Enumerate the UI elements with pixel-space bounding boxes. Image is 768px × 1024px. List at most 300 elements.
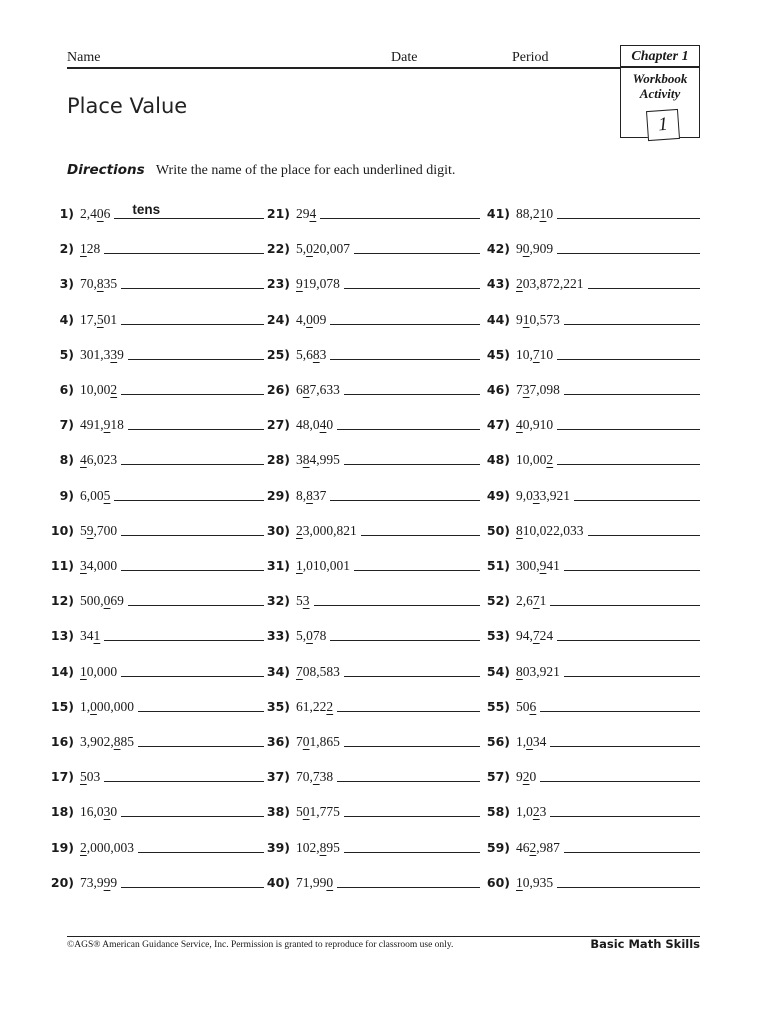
underlined-digit: 1 xyxy=(93,628,101,644)
question-item xyxy=(44,410,264,434)
activity-line-2: Activity xyxy=(639,86,681,101)
activity-line-1: Workbook xyxy=(632,71,688,86)
question-number: 52) xyxy=(486,593,510,609)
number-value: 5,020,007 xyxy=(296,241,350,257)
number-value: 203,872,221 xyxy=(516,276,584,292)
question-item xyxy=(480,657,700,681)
question-number: 6) xyxy=(59,382,74,397)
question-item xyxy=(44,868,264,892)
number-value: 10,710 xyxy=(516,346,554,362)
question-number: 56) xyxy=(486,734,510,749)
answer-blank[interactable] xyxy=(557,198,700,219)
question-item xyxy=(480,410,700,434)
question-number: 19) xyxy=(50,839,74,855)
question-number: 57) xyxy=(486,769,510,785)
underlined-digit: 0 xyxy=(302,734,310,749)
underlined-digit: 8 xyxy=(302,382,310,397)
answer-blank[interactable] xyxy=(550,726,700,747)
question-item xyxy=(260,234,480,258)
answer-blank[interactable] xyxy=(330,480,480,501)
answer-blank[interactable] xyxy=(128,585,264,606)
answer-blank[interactable] xyxy=(557,339,700,360)
underlined-digit: 8 xyxy=(306,487,313,503)
number-value: 34,000 xyxy=(80,558,118,573)
chapter-box xyxy=(620,45,700,138)
number-value: 9,033,921 xyxy=(516,487,570,503)
question-number: 23) xyxy=(266,276,290,292)
number-value: 61,222 xyxy=(296,698,334,714)
underlined-digit: 3 xyxy=(110,346,118,362)
question-item xyxy=(480,621,700,645)
number-value: 503 xyxy=(80,769,101,785)
question-number: 9) xyxy=(59,487,74,503)
number-value: 708,583 xyxy=(296,663,340,679)
question-number: 50) xyxy=(486,522,510,538)
underlined-digit: 1 xyxy=(516,874,523,890)
number-value: 491,918 xyxy=(80,417,124,433)
underlined-digit: 7 xyxy=(296,663,303,679)
underlined-digit: 0 xyxy=(306,311,313,327)
answer-blank[interactable] xyxy=(114,480,264,501)
underlined-digit: 8 xyxy=(516,522,523,538)
question-item xyxy=(260,727,480,751)
question-item xyxy=(480,481,700,505)
directions xyxy=(67,162,455,179)
question-number: 48) xyxy=(486,452,510,468)
answer-blank[interactable] xyxy=(344,726,480,747)
underlined-digit: 2 xyxy=(296,522,303,538)
question-number: 53) xyxy=(486,628,510,644)
question-item xyxy=(480,727,700,751)
answer-blank[interactable] xyxy=(557,409,700,430)
answer-blank[interactable] xyxy=(564,374,700,395)
number-value: 810,022,033 xyxy=(516,522,584,538)
question-number: 28) xyxy=(266,452,290,468)
question-number: 37) xyxy=(266,769,290,785)
question-number: 29) xyxy=(266,487,290,503)
question-item xyxy=(44,586,264,610)
answer-blank[interactable] xyxy=(344,832,480,853)
underlined-digit: 3 xyxy=(103,804,111,820)
question-item xyxy=(44,340,264,364)
underlined-digit: 3 xyxy=(80,558,87,573)
question-item xyxy=(44,657,264,681)
underlined-digit: 7 xyxy=(532,346,540,362)
answer-blank[interactable] xyxy=(337,409,480,430)
question-number: 14) xyxy=(50,663,74,679)
question-number: 7) xyxy=(59,417,74,433)
question-item xyxy=(44,516,264,540)
number-value: 70,835 xyxy=(80,276,118,292)
number-value: 500,069 xyxy=(80,593,124,609)
question-number: 58) xyxy=(486,804,510,820)
underlined-digit: 2 xyxy=(522,769,530,785)
answer-blank[interactable] xyxy=(121,515,264,536)
answer-blank[interactable] xyxy=(104,761,264,782)
question-number: 42) xyxy=(486,241,510,257)
answer-blank[interactable] xyxy=(588,515,701,536)
question-item xyxy=(44,833,264,857)
number-value: 128 xyxy=(80,241,101,257)
question-item xyxy=(480,199,700,223)
answer-blank[interactable] xyxy=(138,832,264,853)
answer-blank[interactable] xyxy=(104,233,264,254)
answer-blank[interactable] xyxy=(540,761,700,782)
question-item xyxy=(480,340,700,364)
number-value: 1,034 xyxy=(516,734,547,749)
answer-blank[interactable] xyxy=(121,374,264,395)
question-item xyxy=(480,833,700,857)
answer-blank[interactable] xyxy=(361,515,480,536)
number-value: 90,909 xyxy=(516,241,554,257)
question-item xyxy=(480,516,700,540)
number-value: 506 xyxy=(516,698,537,714)
underlined-digit: 5 xyxy=(103,487,111,503)
number-value: 59,700 xyxy=(80,522,118,538)
answer-blank[interactable] xyxy=(574,480,700,501)
question-number: 1) xyxy=(59,206,74,221)
question-number: 16) xyxy=(50,734,74,749)
question-number: 40) xyxy=(266,874,290,890)
question-number: 22) xyxy=(266,241,290,257)
answer-blank[interactable] xyxy=(557,444,700,465)
answer-blank[interactable] xyxy=(121,796,264,817)
number-value: 10,002 xyxy=(80,382,118,397)
question-item xyxy=(44,727,264,751)
answer-blank[interactable] xyxy=(354,550,480,571)
question-item xyxy=(260,305,480,329)
answer-blank[interactable] xyxy=(337,867,480,888)
question-number: 4) xyxy=(59,311,74,327)
question-item xyxy=(260,621,480,645)
number-value: 919,078 xyxy=(296,276,340,292)
question-item xyxy=(44,551,264,575)
answer-blank[interactable] xyxy=(314,585,481,606)
underlined-digit: 7 xyxy=(532,593,540,609)
question-item xyxy=(44,269,264,293)
answer-blank[interactable] xyxy=(557,620,700,641)
underlined-digit: 7 xyxy=(532,628,540,644)
question-item xyxy=(44,481,264,505)
question-item xyxy=(480,868,700,892)
answer-blank[interactable] xyxy=(344,268,480,289)
answer-blank[interactable] xyxy=(121,444,264,465)
number-value: 94,724 xyxy=(516,628,554,644)
question-number: 46) xyxy=(486,382,510,397)
number-value: 40,910 xyxy=(516,417,554,433)
question-item xyxy=(480,269,700,293)
answer-blank[interactable] xyxy=(138,726,264,747)
answer-blank[interactable] xyxy=(344,444,480,465)
underlined-digit: 3 xyxy=(302,593,310,609)
answer-blank[interactable] xyxy=(354,233,480,254)
question-item xyxy=(480,586,700,610)
question-number: 27) xyxy=(266,417,290,433)
name-label: Name xyxy=(67,50,101,65)
number-value: 5,078 xyxy=(296,628,327,644)
number-value: 701,865 xyxy=(296,734,340,749)
question-number: 2) xyxy=(59,241,74,257)
question-item xyxy=(44,375,264,399)
question-item xyxy=(480,375,700,399)
underlined-digit: 8 xyxy=(516,663,523,679)
question-number: 30) xyxy=(266,522,290,538)
question-number: 34) xyxy=(266,663,290,679)
answer-blank[interactable] xyxy=(320,198,480,219)
question-item xyxy=(44,797,264,821)
answer-blank[interactable] xyxy=(564,304,700,325)
underlined-digit: 0 xyxy=(326,874,334,890)
question-item xyxy=(480,797,700,821)
answer-blank[interactable] xyxy=(557,233,700,254)
underlined-digit: 4 xyxy=(309,206,317,221)
question-item xyxy=(260,586,480,610)
underlined-digit: 8 xyxy=(96,276,104,292)
question-number: 60) xyxy=(486,874,510,890)
activity-label xyxy=(621,71,699,101)
answer-blank[interactable] xyxy=(104,620,264,641)
underlined-digit: 2 xyxy=(326,698,334,714)
underlined-digit: 7 xyxy=(312,769,320,785)
question-item xyxy=(480,305,700,329)
number-value: 6,005 xyxy=(80,487,111,503)
question-item xyxy=(260,375,480,399)
question-item xyxy=(480,692,700,716)
number-value: 71,990 xyxy=(296,874,334,890)
question-item xyxy=(44,445,264,469)
question-number: 44) xyxy=(486,311,510,327)
underlined-digit: 3 xyxy=(522,382,530,397)
number-value: 10,935 xyxy=(516,874,554,890)
answer-blank[interactable] xyxy=(344,374,480,395)
underlined-digit: 4 xyxy=(319,417,327,433)
number-value: 384,995 xyxy=(296,452,340,468)
question-number: 21) xyxy=(266,206,290,221)
number-value: 8,837 xyxy=(296,487,327,503)
activity-number: 1 xyxy=(646,109,680,141)
number-value: 501,775 xyxy=(296,804,340,820)
chapter-label: Chapter 1 xyxy=(621,46,699,68)
number-value: 48,040 xyxy=(296,417,334,433)
question-item xyxy=(260,269,480,293)
number-value: 5,683 xyxy=(296,346,327,362)
number-value: 46,023 xyxy=(80,452,118,468)
directions-label: Directions xyxy=(67,162,145,178)
number-value: 294 xyxy=(296,206,317,221)
underlined-digit: 2 xyxy=(110,382,118,397)
question-item xyxy=(480,445,700,469)
number-value: 4,009 xyxy=(296,311,327,327)
question-item xyxy=(260,445,480,469)
underlined-digit: 9 xyxy=(103,874,111,890)
answer-blank[interactable] xyxy=(550,796,700,817)
question-number: 3) xyxy=(59,276,74,292)
underlined-digit: 4 xyxy=(516,417,523,433)
answer-blank[interactable] xyxy=(128,339,264,360)
number-value: 53 xyxy=(296,593,310,609)
underlined-digit: 8 xyxy=(302,452,310,468)
question-number: 12) xyxy=(50,593,74,609)
underlined-digit: 3 xyxy=(532,487,540,503)
question-number: 11) xyxy=(50,558,74,573)
answer-blank[interactable] xyxy=(550,585,700,606)
question-number: 55) xyxy=(486,698,510,714)
underlined-digit: 0 xyxy=(526,734,533,749)
question-number: 20) xyxy=(50,874,74,890)
question-number: 36) xyxy=(266,734,290,749)
question-item xyxy=(260,657,480,681)
answer-blank[interactable] xyxy=(330,339,480,360)
question-item xyxy=(44,692,264,716)
answer-blank[interactable] xyxy=(121,268,264,289)
question-number: 38) xyxy=(266,804,290,820)
underlined-digit: 2 xyxy=(516,276,523,292)
number-value: 2,000,003 xyxy=(80,839,134,855)
answer-blank[interactable] xyxy=(588,268,701,289)
question-number: 8) xyxy=(59,452,74,468)
question-item xyxy=(44,621,264,645)
question-number: 10) xyxy=(50,522,74,538)
question-item xyxy=(480,234,700,258)
underlined-digit: 0 xyxy=(96,206,104,221)
number-value: 910,573 xyxy=(516,311,560,327)
question-number: 31) xyxy=(266,558,290,573)
answer-blank[interactable] xyxy=(337,761,480,782)
number-value: 88,210 xyxy=(516,206,554,221)
book-title: Basic Math Skills xyxy=(590,937,700,951)
number-value: 17,501 xyxy=(80,311,118,327)
question-number: 35) xyxy=(266,698,290,714)
underlined-digit: 8 xyxy=(113,734,121,749)
question-number: 49) xyxy=(486,487,510,503)
question-number: 41) xyxy=(486,206,510,221)
underlined-digit: 5 xyxy=(80,769,87,785)
underlined-digit: 8 xyxy=(319,839,327,855)
underlined-digit: 9 xyxy=(103,417,111,433)
question-item xyxy=(260,516,480,540)
answer-blank[interactable] xyxy=(564,832,700,853)
question-item xyxy=(260,797,480,821)
answer-blank[interactable] xyxy=(330,620,480,641)
underlined-digit: 5 xyxy=(96,311,104,327)
underlined-digit: 1 xyxy=(539,206,547,221)
underlined-digit: 2 xyxy=(546,452,554,468)
underlined-digit: 0 xyxy=(306,241,313,257)
question-item xyxy=(260,868,480,892)
answer-blank[interactable] xyxy=(344,656,480,677)
question-item xyxy=(260,692,480,716)
question-number: 51) xyxy=(486,558,510,573)
question-item xyxy=(480,551,700,575)
answer-blank[interactable] xyxy=(121,656,264,677)
underlined-digit: 0 xyxy=(90,698,97,714)
number-value: 23,000,821 xyxy=(296,522,357,538)
question-item xyxy=(480,762,700,786)
date-label: Date xyxy=(391,50,418,65)
question-number: 32) xyxy=(266,593,290,609)
answer-blank[interactable] xyxy=(138,691,264,712)
question-number: 18) xyxy=(50,804,74,820)
answer-blank[interactable] xyxy=(564,550,700,571)
number-value: 1,023 xyxy=(516,804,547,820)
number-value: 73,999 xyxy=(80,874,118,890)
number-value: 2,406 xyxy=(80,206,111,221)
number-value: 687,633 xyxy=(296,382,340,397)
question-item xyxy=(44,762,264,786)
question-item xyxy=(260,410,480,434)
question-number: 59) xyxy=(486,839,510,855)
period-label: Period xyxy=(512,50,549,65)
underlined-digit: 1 xyxy=(522,311,530,327)
number-value: 2,671 xyxy=(516,593,547,609)
number-value: 462,987 xyxy=(516,839,560,855)
number-value: 920 xyxy=(516,769,537,785)
number-value: 1,010,001 xyxy=(296,558,350,573)
number-value: 300,941 xyxy=(516,558,560,573)
underlined-digit: 2 xyxy=(532,804,540,820)
number-value: 1,000,000 xyxy=(80,698,134,714)
question-item xyxy=(44,234,264,258)
answer-blank[interactable] xyxy=(337,691,480,712)
question-item xyxy=(260,551,480,575)
answer-blank[interactable] xyxy=(344,796,480,817)
underlined-digit: 0 xyxy=(522,241,530,257)
underlined-digit: 1 xyxy=(296,558,303,573)
answer-blank[interactable] xyxy=(128,409,264,430)
underlined-digit: 6 xyxy=(529,698,537,714)
question-number: 47) xyxy=(486,417,510,433)
number-value: 803,921 xyxy=(516,663,560,679)
question-item xyxy=(260,833,480,857)
page-title: Place Value xyxy=(67,94,188,118)
underlined-digit: 8 xyxy=(312,346,320,362)
answer-blank[interactable] xyxy=(121,550,264,571)
underlined-digit: 1 xyxy=(80,241,87,257)
question-number: 17) xyxy=(50,769,74,785)
answer-blank[interactable] xyxy=(121,304,264,325)
question-item xyxy=(260,481,480,505)
number-value: 10,000 xyxy=(80,663,118,679)
answer-blank[interactable] xyxy=(564,656,700,677)
underlined-digit: 4 xyxy=(80,452,87,468)
underlined-digit: 9 xyxy=(296,276,303,292)
answer-blank[interactable] xyxy=(540,691,700,712)
question-number: 26) xyxy=(266,382,290,397)
question-number: 5) xyxy=(59,346,74,362)
question-number: 54) xyxy=(486,663,510,679)
number-value: 737,098 xyxy=(516,382,560,397)
number-value: 3,902,885 xyxy=(80,734,134,749)
underlined-digit: 1 xyxy=(80,663,87,679)
answer-blank[interactable] xyxy=(114,198,264,219)
number-value: 10,002 xyxy=(516,452,554,468)
header-rule xyxy=(67,67,700,69)
number-value: 16,030 xyxy=(80,804,118,820)
underlined-digit: 2 xyxy=(529,839,537,855)
question-item xyxy=(260,340,480,364)
answer-blank[interactable] xyxy=(330,304,480,325)
answer-blank[interactable] xyxy=(557,867,700,888)
question-number: 24) xyxy=(266,311,290,327)
question-number: 15) xyxy=(50,698,74,714)
answer-blank[interactable] xyxy=(121,867,264,888)
copyright-notice: ©AGS® American Guidance Service, Inc. Permission is granted to reproduce for classroom use only. xyxy=(67,940,454,950)
question-item xyxy=(260,199,480,223)
question-number: 39) xyxy=(266,839,290,855)
underlined-digit: 0 xyxy=(306,628,313,644)
question-number: 25) xyxy=(266,346,290,362)
question-number: 13) xyxy=(50,628,74,644)
